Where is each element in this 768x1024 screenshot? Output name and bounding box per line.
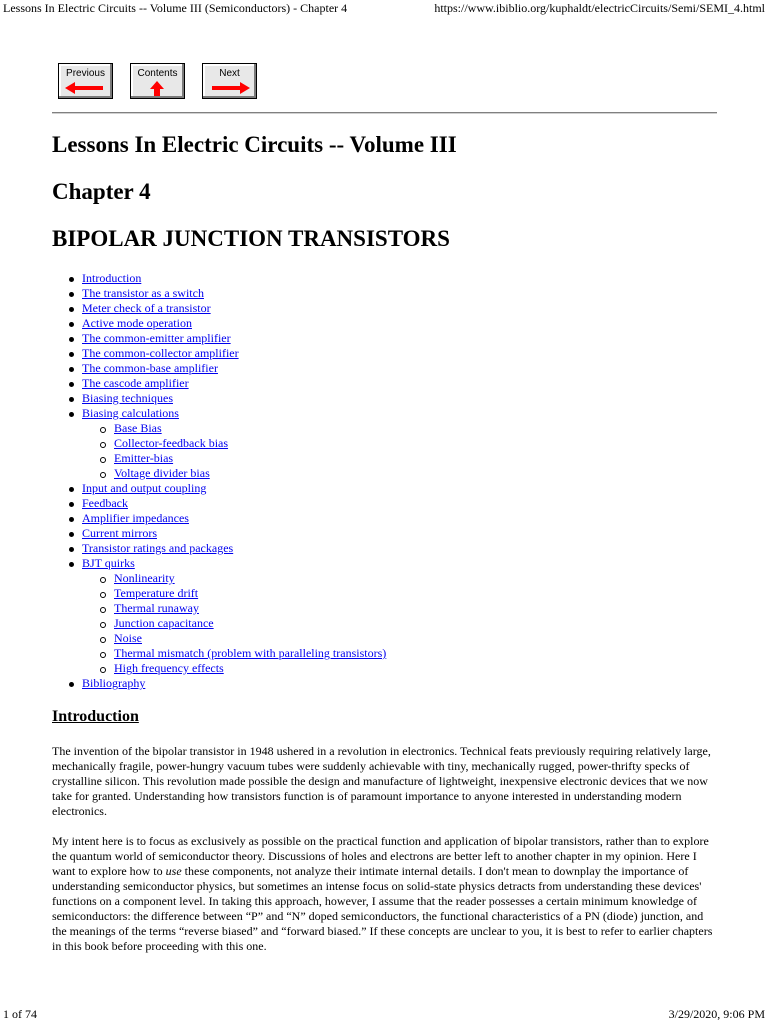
- toc-link[interactable]: BJT quirks: [82, 556, 135, 570]
- page-url: https://www.ibiblio.org/kuphaldt/electricCircuits/Semi/SEMI_4.html: [434, 1, 765, 15]
- toc-link[interactable]: The cascode amplifier: [82, 376, 189, 390]
- toc-item: [52, 451, 712, 466]
- toc-item: [52, 301, 712, 316]
- toc-list: [52, 271, 712, 691]
- toc-link[interactable]: Base Bias: [114, 421, 162, 435]
- up-arrow-icon: [131, 80, 184, 96]
- emphasis-text: use: [165, 864, 182, 878]
- toc-link[interactable]: Thermal mismatch (problem with paralleling transistors): [114, 646, 387, 660]
- toc-item: [52, 331, 712, 346]
- toc-item: [52, 496, 712, 511]
- print-header: [0, 0, 768, 18]
- right-arrow-icon: [203, 80, 256, 96]
- toc-item: [52, 526, 712, 541]
- intro-paragraph-1: The invention of the bipolar transistor in 1948 ushered in a revolution in electronics. Technical feats previously requiring relatively large, mechanically fragile, power-hungry vacuum tubes were suddenly achievable with tiny, mechanically rugged, power-thrifty specks of crystalline silicon. This revolution made possible the design and manufacture of lightweight, inexpensive electronic devices that we now take for granted. Understanding how transistors function is of paramount importance to anyone interested in understanding modern electronics.: [52, 744, 711, 818]
- chapter-subject: BIPOLAR JUNCTION TRANSISTORS: [52, 226, 450, 251]
- toc-link[interactable]: Noise: [114, 631, 142, 645]
- toc-link[interactable]: Thermal runaway: [114, 601, 199, 615]
- toc-item: [52, 481, 712, 496]
- toc-link[interactable]: Biasing calculations: [82, 406, 179, 420]
- previous-label: Previous: [66, 68, 105, 79]
- left-arrow-icon: [59, 80, 112, 96]
- toc-link[interactable]: Nonlinearity: [114, 571, 175, 585]
- paragraph-text: My intent here is to focus as exclusively as possible on the practical function and application of bipolar transistors, rather than to explore the quantum world of semiconductor theory. Discussions of holes and electrons are better left to another chapter in my opinion. Here I want to explore how to: [52, 834, 709, 878]
- section-heading: Introduction: [52, 708, 139, 725]
- print-footer: [0, 1006, 768, 1024]
- print-datetime: 3/29/2020, 9:06 PM: [668, 1007, 765, 1021]
- toc-item: [52, 661, 712, 676]
- book-title: Lessons In Electric Circuits -- Volume III: [52, 132, 457, 157]
- next-label: Next: [219, 68, 240, 79]
- toc-item: [52, 541, 712, 556]
- toc-item: [52, 631, 712, 646]
- toc-link[interactable]: Bibliography: [82, 676, 146, 690]
- toc-item: [52, 556, 712, 571]
- toc-link[interactable]: Emitter-bias: [114, 451, 174, 465]
- toc-item: [52, 286, 712, 301]
- toc-link[interactable]: The transistor as a switch: [82, 286, 204, 300]
- toc-item: [52, 376, 712, 391]
- toc-item: [52, 586, 712, 601]
- toc-item: [52, 346, 712, 361]
- toc-link[interactable]: Amplifier impedances: [82, 511, 189, 525]
- intro-paragraph-2: [52, 834, 720, 954]
- toc-item: [52, 406, 712, 421]
- toc-link[interactable]: Meter check of a transistor: [82, 301, 211, 315]
- toc-item: [52, 316, 712, 331]
- table-of-contents: [52, 271, 712, 691]
- next-button[interactable]: [202, 63, 257, 99]
- toc-link[interactable]: The common-collector amplifier: [82, 346, 239, 360]
- toc-item: [52, 391, 712, 406]
- toc-link[interactable]: Feedback: [82, 496, 128, 510]
- toc-link[interactable]: Voltage divider bias: [114, 466, 210, 480]
- toc-link[interactable]: The common-base amplifier: [82, 361, 218, 375]
- previous-button[interactable]: [58, 63, 113, 99]
- toc-link[interactable]: Junction capacitance: [114, 616, 214, 630]
- toc-link[interactable]: Transistor ratings and packages: [82, 541, 234, 555]
- toc-item: [52, 676, 712, 691]
- page-title: Lessons In Electric Circuits -- Volume III (Semiconductors) - Chapter 4: [3, 1, 348, 15]
- page-count: 1 of 74: [3, 1007, 37, 1021]
- paragraph-text: these components, not analyze their intimate internal details. I don't mean to downplay the importance of understanding semiconductor physics, but sometimes an intense focus on solid-state physics detracts from understanding these devices' functions on a component level. In taking this approach, however, I assume that the reader possesses a certain minimum knowledge of semiconductors: the difference between “P” and “N” doped semiconductors, the functional characteristics of a PN (diode) junction, and the meanings of the terms “reverse biased” and “forward biased.” If these concepts are unclear to you, it is best to refer to earlier chapters in this book before proceeding with this one.: [52, 864, 713, 953]
- toc-item: [52, 601, 712, 616]
- toc-item: [52, 571, 712, 586]
- toc-link[interactable]: High frequency effects: [114, 661, 224, 675]
- toc-item: [52, 361, 712, 376]
- toc-link[interactable]: The common-emitter amplifier: [82, 331, 231, 345]
- toc-item: [52, 646, 712, 661]
- toc-item: [52, 616, 712, 631]
- toc-link[interactable]: Biasing techniques: [82, 391, 173, 405]
- toc-link[interactable]: Collector-feedback bias: [114, 436, 229, 450]
- toc-link[interactable]: Active mode operation: [82, 316, 192, 330]
- toc-item: [52, 421, 712, 436]
- contents-label: Contents: [137, 68, 178, 79]
- toc-item: [52, 271, 712, 286]
- horizontal-rule: [52, 112, 717, 114]
- toc-link[interactable]: Introduction: [82, 271, 142, 285]
- toc-link[interactable]: Current mirrors: [82, 526, 157, 540]
- toc-item: [52, 436, 712, 451]
- chapter-title: Chapter 4: [52, 179, 151, 204]
- toc-link[interactable]: Input and output coupling: [82, 481, 207, 495]
- contents-button[interactable]: [130, 63, 185, 99]
- toc-item: [52, 511, 712, 526]
- toc-item: [52, 466, 712, 481]
- toc-link[interactable]: Temperature drift: [114, 586, 199, 600]
